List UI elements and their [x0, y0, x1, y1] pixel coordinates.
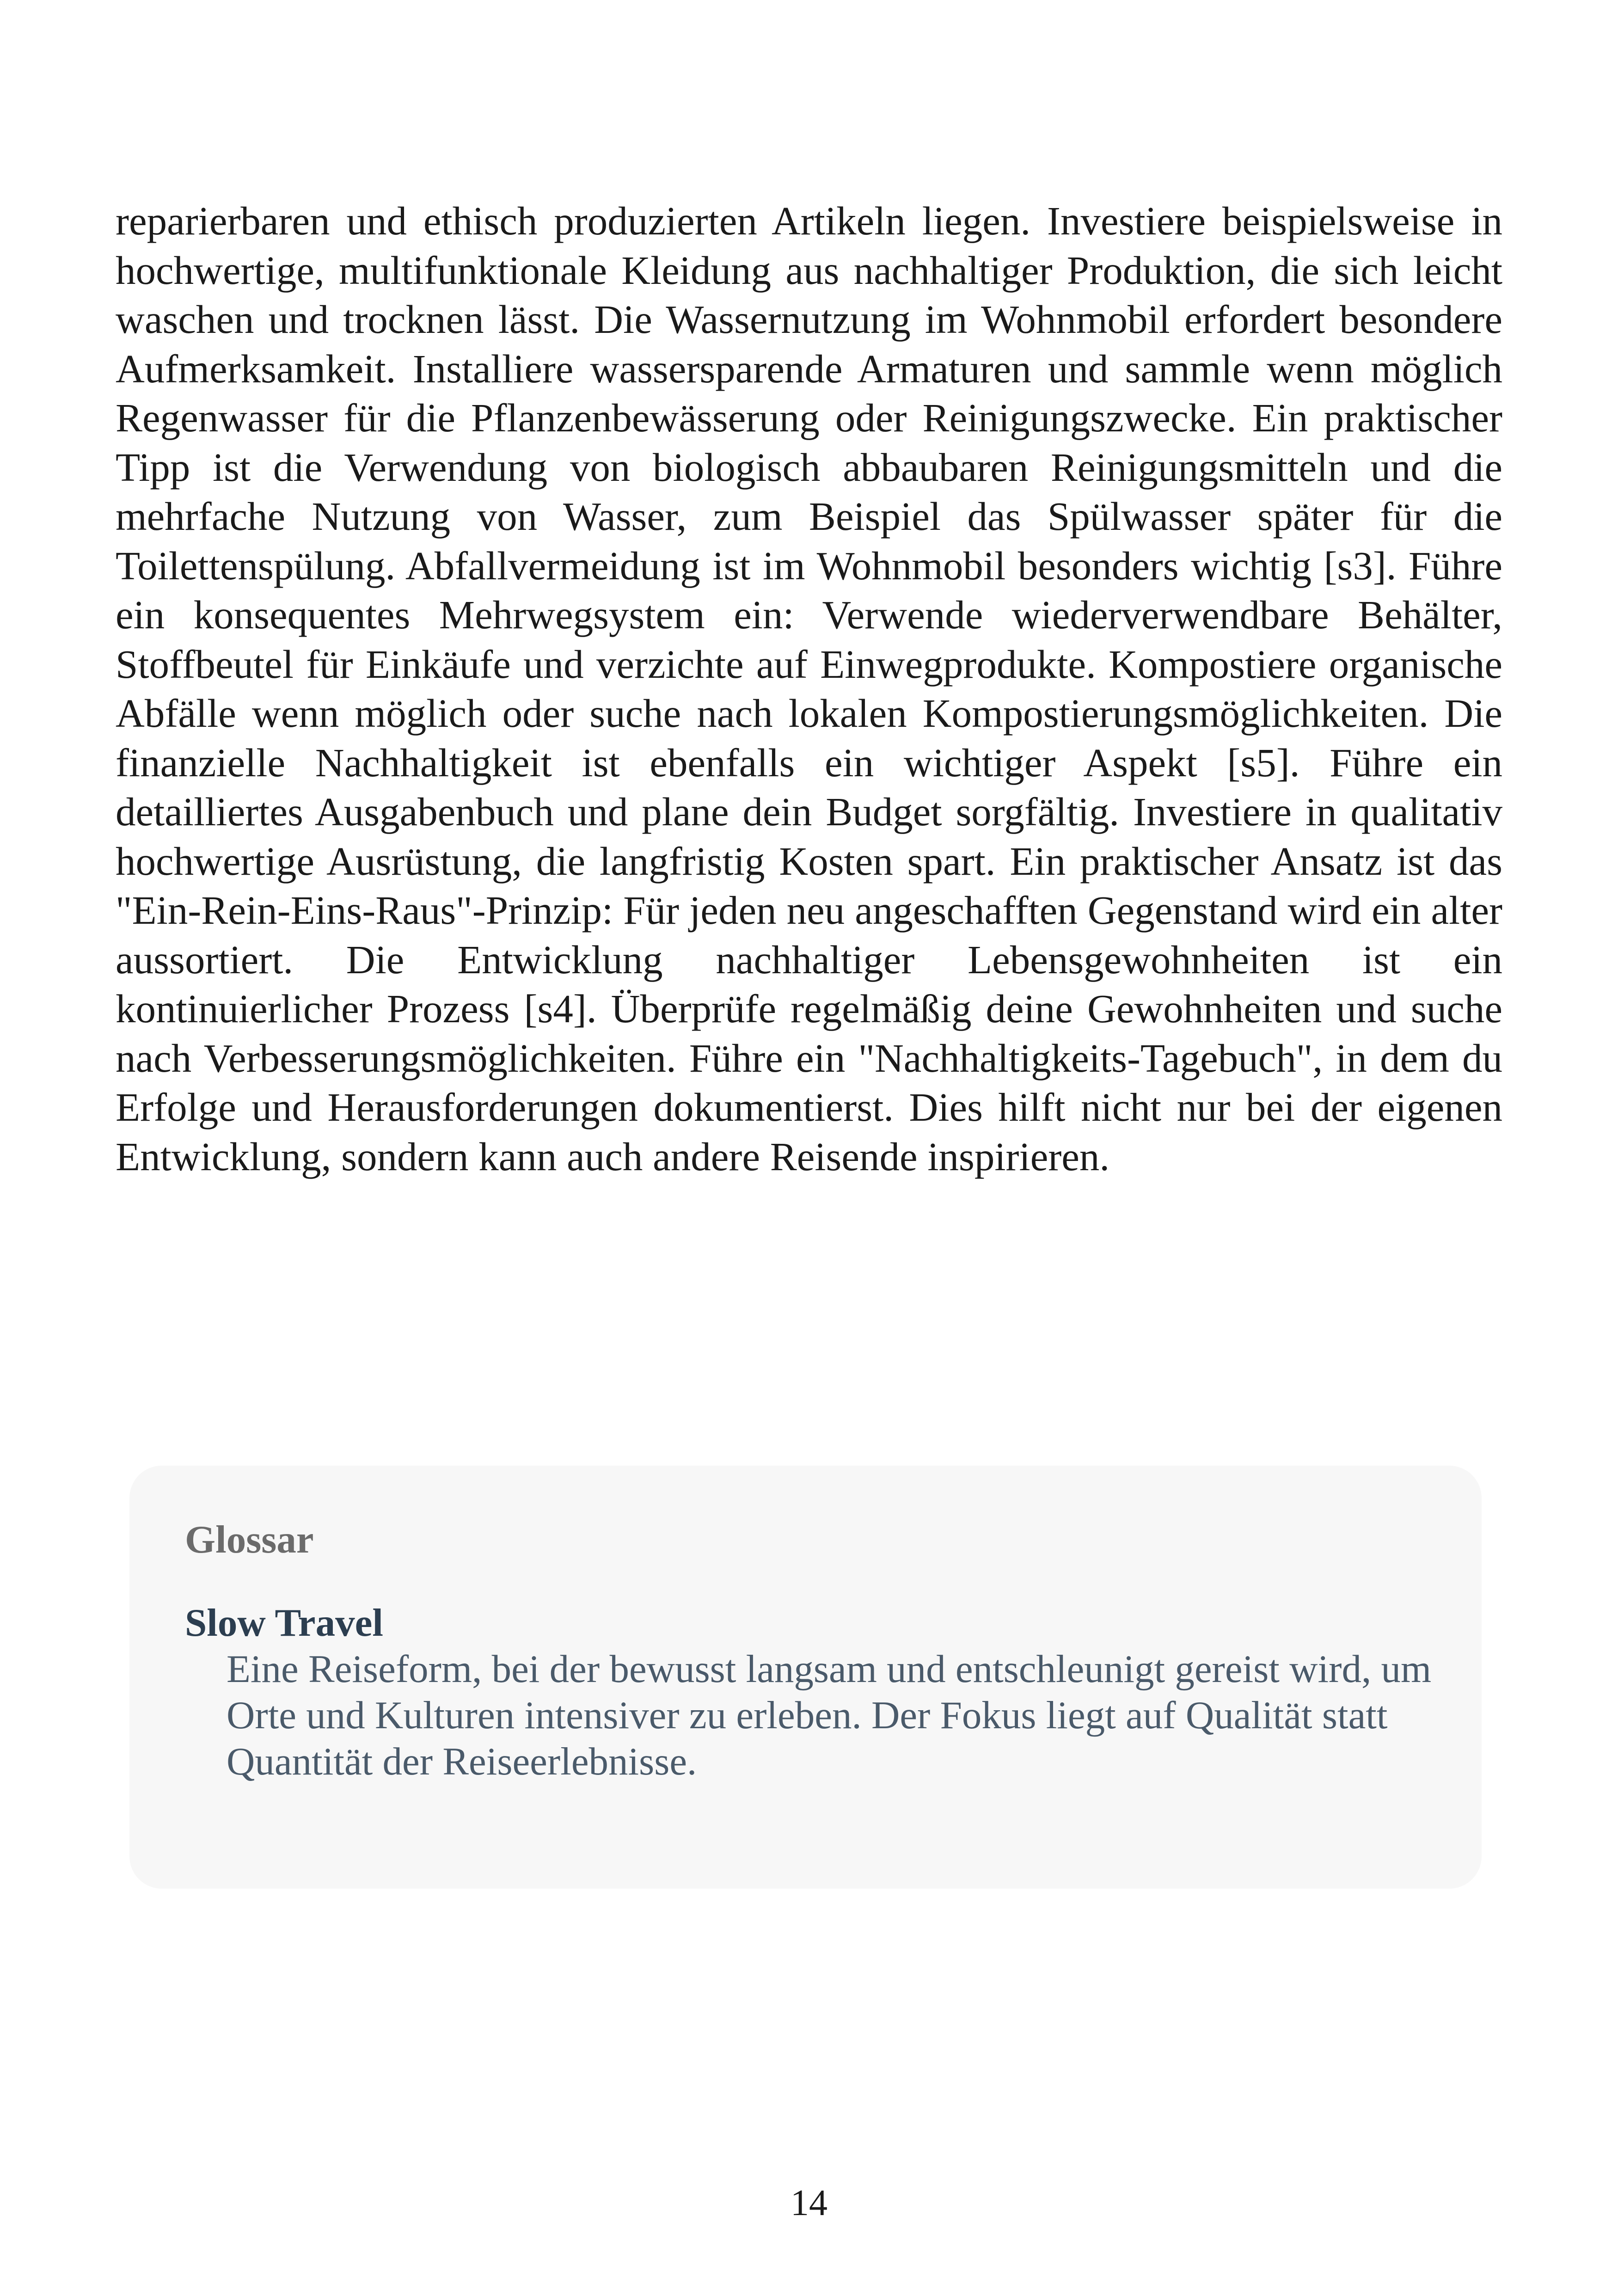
body-paragraph: reparierbaren und ethisch produzierten Artikeln liegen. Investiere beispielsweise in hochwertige, multifunktionale Kleidung aus nachhaltiger Produktion, die sich leicht waschen und trocknen lässt. Die Wassernutzung im Wohnmobil erfordert besondere Aufmerksamkeit. Installiere wassersparende Armaturen und sammle wenn möglich Regenwasser für die Pflanzenbewässerung oder Reinigungszwecke. Ein praktischer Tipp ist die Verwendung von biologisch abbaubaren Reinigungsmitteln und die mehrfache Nutzung von Wasser, zum Beispiel das Spülwasser später für die Toilettenspülung. Abfallvermeidung ist im Wohnmobil besonders wichtig [s3]. Führe ein konsequentes Mehrwegsystem ein: Verwende wiederverwendbare Behälter, Stoffbeutel für Einkäufe und verzichte auf Einwegprodukte. Kompostiere organische Abfälle wenn möglich oder suche nach lokalen Kompostierungsmöglichkeiten. Die finanzielle Nachhaltigkeit ist ebenfalls ein wichtiger Aspekt [s5]. Führe ein detailliertes Ausgabenbuch und plane dein Budget sorgfältig. Investiere in qualitativ hochwertige Ausrüstung, die langfristig Kosten spart. Ein praktischer Ansatz ist das "Ein-Rein-Eins-Raus"-Prinzip: Für jeden neu angeschafften Gegenstand wird ein alter aussortiert. Die Entwicklung nachhaltiger Lebensgewohnheiten ist ein kontinuierlicher Prozess [s4]. Überprüfe regelmäßig deine Gewohnheiten und suche nach Verbesserungsmöglichkeiten. Führe ein "Nachhaltigkeits-Tagebuch", in dem du Erfolge und Herausforderungen dokumentierst. Dies hilft nicht nur bei der eigenen Entwicklung, sondern kann auch andere Reisende inspirieren. — [116, 198, 1502, 1179]
glossary-term: Slow Travel — [185, 1601, 383, 1645]
glossary-definition: Eine Reiseform, bei der bewusst langsam und entschleunigt gereist wird, um Orte und Kulturen intensiver zu erleben. Der Fokus liegt auf Qualität statt Quantität der Reiseerlebnisse. — [227, 1647, 1432, 1783]
glossary-title: Glossar — [185, 1518, 314, 1561]
glossary-box — [129, 1466, 1482, 1889]
page-number: 14 — [791, 2183, 827, 2223]
